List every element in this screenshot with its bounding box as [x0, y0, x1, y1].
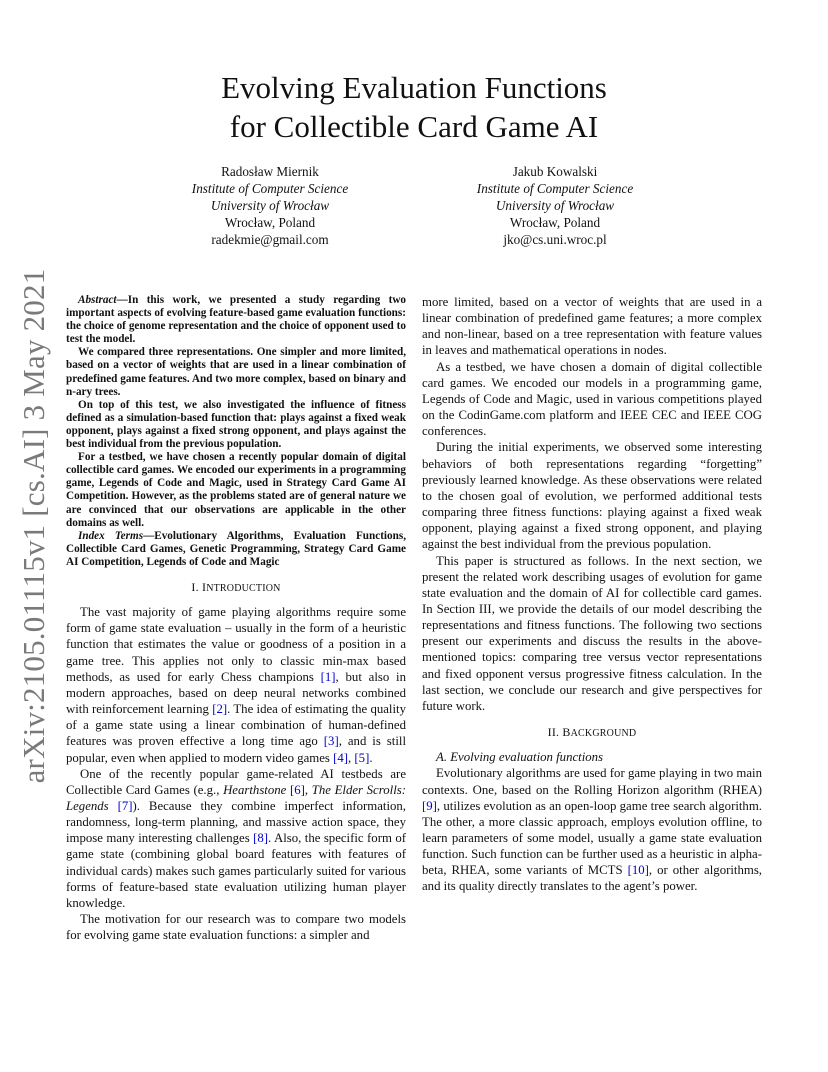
- citation-link[interactable]: [3]: [323, 734, 339, 749]
- section-heading-background: II. BACKGROUND: [547, 725, 637, 740]
- body-paragraph: This paper is structured as follows. In the next section, we present the related work describing usages of evolution for game state evaluation and the domain of AI for collectible card games. In Section III, we provide the details of our model describing the representations and fitness functions. The following two sections present our experiments and discuss the results in the above-mentioned topics: comparing tree versus vector representations and fixed opponent versus progressive fitness calculation. In the last section, we conclude our research and give perspectives for future work.: [422, 553, 762, 713]
- author-email[interactable]: radekmie@gmail.com: [211, 232, 329, 247]
- abstract-lead: Abstract: [78, 294, 117, 306]
- body-paragraph: The vast majority of game playing algorithms require some form of game state evaluation – usually in the form of a heuristic function that estimates the value or goodness of a position in a game tree. This applies not only to classic min-max based methods, as used for early Chess champions [1], but also in modern approaches, based on deep neural networks combined with reinforcement learning [2]. The idea of estimating the quality of a game state using a linear combination of human-defined features was proven effective a long time ago [3], and is still popular, even when applied to modern video games [4], [5].: [66, 605, 406, 765]
- body-paragraph: During the initial experiments, we observed some interesting behaviors of both representations regarding “forgetting” previously learned knowledge. As these observations were related to the chosen goal of evolution, we performed additional tests comparing three fitness functions: playing against a fixed weak opponent, playing against a fixed strong opponent, and playing against the best individual from the previous population.: [422, 440, 762, 552]
- body-paragraph: As a testbed, we have chosen a domain of digital collectible card games. We encoded our models in a programming game, Legends of Code and Magic, used in various competitions played on the CodinGame.com platform and IEEE CEC and IEEE COG conferences.: [422, 359, 762, 439]
- citation-link[interactable]: [7]: [117, 799, 133, 813]
- body-paragraph: The motivation for our research was to compare two models for evolving game state evaluation functions: a simpler and: [66, 912, 406, 943]
- author-department: Institute of Computer Science: [476, 181, 634, 196]
- author-university: University of Wrocław: [210, 198, 330, 213]
- left-column: [66, 294, 406, 943]
- index-terms: Index Terms—Evolutionary Algorithms, Evaluation Functions, Collectible Card Games, Genetic Programming, Strategy Card Game AI Competition, Legends of Code and Magic: [66, 529, 406, 568]
- paper-title: [0, 68, 828, 146]
- citation-link[interactable]: [8]: [253, 831, 269, 846]
- author-name: Radosław Miernik: [221, 164, 319, 179]
- abstract-paragraph: We compared three representations. One simpler and more limited, based on a vector of weights that are used in a linear combination of predefined game features. And two more complex, based on binary and n-ary trees.: [66, 346, 406, 398]
- author-name: Jakub Kowalski: [512, 164, 598, 179]
- body-paragraph: Evolutionary algorithms are used for game playing in two main contexts. One, based on the Rolling Horizon algorithm (RHEA) [9], utilizes evolution as an open-loop game tree search algorithm. The other, a more classic approach, employs evolution offline, to learn parameters of some model, usually a game state evaluation function. Such function can be further used as a heuristic in alpha-beta, RHEA, some variants of MCTS [10], or other algorithms, and its quality directly translates to the agent’s power.: [422, 766, 762, 894]
- abstract: [66, 294, 406, 569]
- citation-link[interactable]: [10]: [627, 863, 649, 878]
- abstract-paragraph: For a testbed, we have chosen a recently popular domain of digital collectible card games. We encoded our experiments in a programming game, Legends of Code and Magic, used in Strategy Card Game AI Competition. However, as the problems stated are of general nature we are convinced that our observations are applicable in the other domains as well.: [66, 451, 406, 529]
- author-city: Wrocław, Poland: [509, 215, 601, 230]
- body-paragraph: One of the recently popular game-related AI testbeds are Collectible Card Games (e.g., Hearthstone [6], The Elder Scrolls: Legends [7]). Because they combine imperfect information, randomness, long-term planning, and massive action space, they impose many interesting challenges [8]. Also, the specific form of game state (combining global board features with features of individual cards) makes such games particularly suited for various forms of feature-based state evaluation utilizing human player knowledge.: [66, 766, 407, 910]
- abstract-paragraph: Abstract—In this work, we presented a study regarding two important aspects of evolving feature-based game evaluation functions: the choice of genome representation and the choice of opponent used to test the model.: [66, 294, 406, 346]
- citation-link[interactable]: [9]: [422, 798, 437, 813]
- abstract-paragraph: On top of this test, we also investigated the influence of fitness defined as a simulation-based function that: plays against a fixed weak opponent, plays against a fixed strong opponent, and plays against the best individual from the previous population.: [66, 398, 406, 451]
- author-email[interactable]: jko@cs.uni.wroc.pl: [503, 232, 607, 247]
- body-paragraph: more limited, based on a vector of weights that are used in a linear combination of predefined game features; a more complex and non-linear, based on a tree representation with feature values in leaves and mathematical operations in nodes.: [422, 295, 762, 358]
- index-terms-lead: Index Terms: [78, 529, 144, 542]
- author-university: University of Wrocław: [495, 198, 615, 213]
- citation-link[interactable]: [1]: [320, 669, 336, 684]
- citation-link[interactable]: [2]: [212, 702, 228, 717]
- citation-link[interactable]: [5]: [354, 750, 370, 765]
- subsection-heading: A. Evolving evaluation functions: [436, 750, 604, 765]
- citation-link[interactable]: [4]: [333, 750, 349, 765]
- title-line-2: for Collectible Card Game AI: [229, 109, 599, 144]
- section-heading-introduction: I. INTRODUCTION: [191, 579, 281, 594]
- author-city: Wrocław, Poland: [224, 215, 316, 230]
- author-block-2: [395, 163, 715, 248]
- arxiv-identifier: arXiv:2105.01115v1 [cs.AI] 3 May 2021: [16, 268, 51, 784]
- author-department: Institute of Computer Science: [191, 181, 349, 196]
- title-line-1: Evolving Evaluation Functions: [221, 70, 607, 105]
- right-column: [422, 294, 762, 895]
- author-block-1: [110, 163, 430, 248]
- citation-link[interactable]: [6]: [289, 782, 305, 797]
